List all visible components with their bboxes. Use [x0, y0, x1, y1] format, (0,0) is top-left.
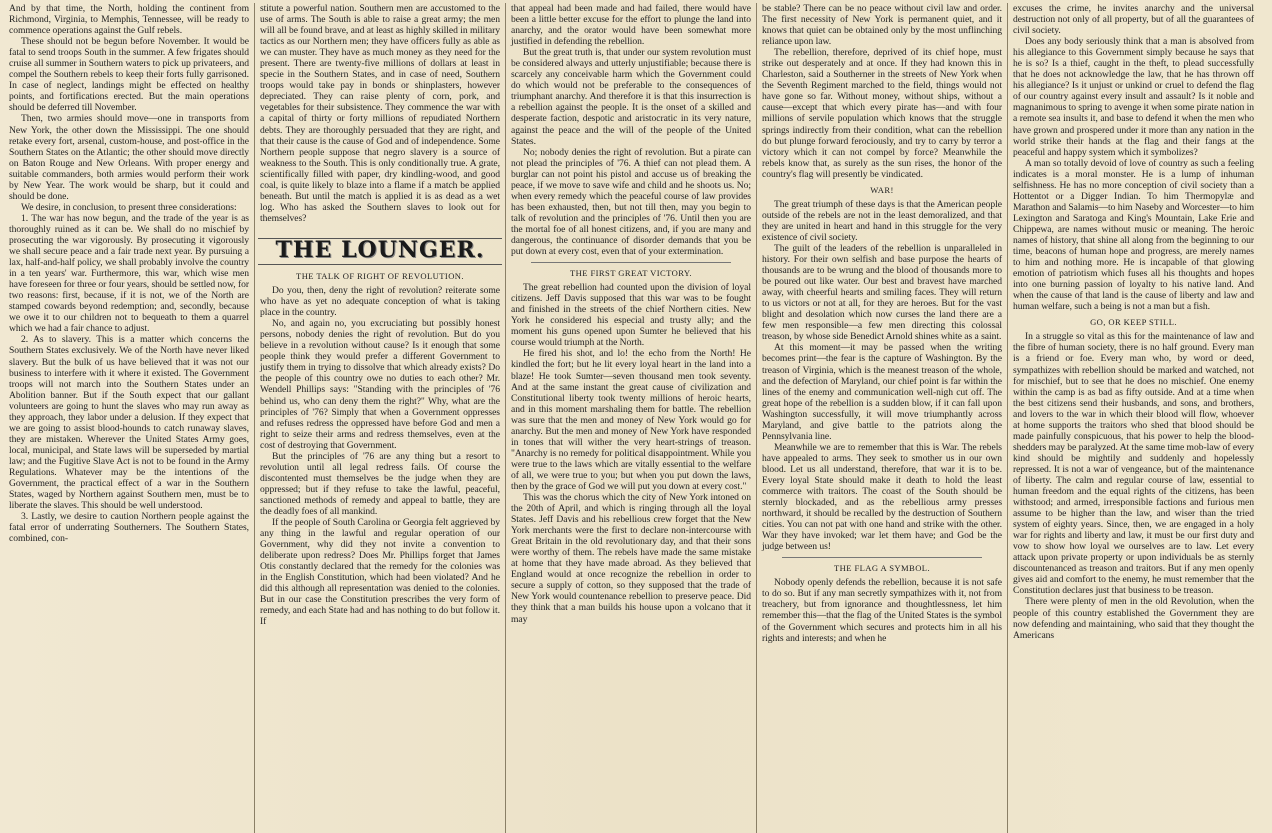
paragraph: that appeal had been made and had failed, there would have been a little better excuse for the effort to plunge the land into anarchy, and the orator would have been somewhat more justified in defending the rebellion. [511, 3, 751, 48]
paragraph: This was the chorus which the city of New York intoned on the 20th of April, and which is ringing through all the loyal States. Jeff Davis and his rebellious crew forget that the New York merchants were the first to declare non-intercourse with Great Britain in the old revolutionary day, and that their sons were worthy of them. The rebels have made the same mistake at home that they have made abroad. As they believed that England would at once recognize the rebellion in order to secure a supply of cotton, so they supposed that the trade of New York would countenance rebellion to preserve peace. Did they think that a man builds his house upon a volcano that it may [511, 492, 751, 625]
lounger-masthead [258, 238, 502, 265]
paragraph: But the great truth is, that under our system revolution must be considered always and utterly unjustifiable; because there is scarcely any conceivable harm which the Government could do which would not be preferable to the consequences of triumphant anarchy. And therefore it is that this insurrection is a rebellion against the people. It is the onset of a skilled and desperate faction, despotic and aristocratic in its very nature, against the peace and the will of the people of the United States. [511, 47, 751, 147]
paragraph: Nobody openly defends the rebellion, because it is not safe to do so. But if any man secretly sympathizes with it, not from treachery, but from ignorance and thoughtlessness, let him remember this—that the flag of the United States is the symbol of the Government which secures and protects him in all his rights and interests; and when he [762, 577, 1002, 644]
divider [531, 262, 731, 263]
paragraph: No; nobody denies the right of revolution. But a pirate can not plead the principles of '76. A thief can not plead them. A burglar can not point his pistol and accuse us of breaking the peace, if we move to save wife and child and he shoots us. No; when every remedy which the peaceful course of law provides has been exhausted, then, but not till then, may you begin to talk of revolution and the principles of '76. Until then you are the mortal foe of all honest citizens, and, if you are many and dangerous, the continuance of disorder demands that you be put down at every cost, even that of your extermination. [511, 146, 751, 258]
article-heading: THE TALK OF RIGHT OF REVOLUTION. [296, 270, 464, 281]
paragraph: excuses the crime, he invites anarchy and the universal destruction not only of all property, but of all the guarantees of civil society. [1013, 3, 1254, 37]
column-5 [1008, 3, 1259, 833]
paragraph: The rebellion, therefore, deprived of its chief hope, must strike out desperately and at once. If they had known this in Charleston, said a Southerner in the streets of New York when the Seventh Regiment marched to the field, things would not have gone so far. Without money, without ships, without a cause—except that which every pirate has—and with four millions of servile population which knows that the struggle springs indirectly from their condition, what can the rebellion do but plunge forward ferociously, and try to carry by terror a victory which it can not compel by force? Meanwhile the rebels know that, as surely as the sun rises, the honor of the country's flag will presently be vindicated. [762, 47, 1002, 180]
paragraph: be stable? There can be no peace without civil law and order. The first necessity of New York is permanent quiet, and it knows that quiet can be obtained only by the most unflinching reliance upon law. [762, 3, 1002, 48]
paragraph: But the principles of '76 are any thing but a resort to revolution until all legal redress fails. Of course the discontented must themselves be the judge when they are oppressed; but if they refuse to take the lawful, peaceful, sanctioned methods of remedy and appeal to battle, they are the deadly foes of all mankind. [260, 450, 500, 517]
masthead-title: THE LOUNGER. [275, 236, 485, 263]
paragraph: stitute a powerful nation. Southern men are accustomed to the use of arms. The South is able to raise a great army; the men will all be found brave, and at least as highly skilled in military tactics as our Northern men; they have officers fully as able as we can muster. They have as much money as they need for the present. There are twenty-five millions of dollars at least in specie in the Southern States, and in case of need, Southern troops would take pay in bonds or shinplasters, however depreciated. They can raise plenty of corn, pork, and vegetables for their subsistence. They commence the war with a capital of thirty or forty millions of repudiated Northern debts. They are thoroughly persuaded that they are right, and that their cause is the cause of God and of independence. Some Northern people suppose that negro slavery is a source of weakness to the South. This is only conditionally true. A grate, scientifically filled with paper, dry kindling-wood, and good coal, is quite likely to blaze into a flame if a match be applied beneath. But until the match is applied it is as dead as a wet log. Who has asked the Southern slaves to look out for themselves? [260, 3, 500, 224]
paragraph: If the people of South Carolina or Georgia felt aggrieved by any thing in the lawful and regular operation of our Government, why did they not invite a convention to deliberate upon redress? Does Mr. Phillips forget that James Otis constantly declared that the remedy for the colonies was in the English Constitution, which had been violated? And he did this although all representation was denied to the colonies. But in our case the Constitution prescribes the very form of remedy, and each State had and has nothing to do but follow it. If [260, 517, 500, 628]
paragraph: The great rebellion had counted upon the division of loyal citizens. Jeff Davis supposed that this war was to be fought and finished in the streets of the chief Northern cities. New York he considered his especial and trusty ally; and the moment his guns opened upon Sumter he believed that his course would triumph at the North. [511, 282, 751, 349]
column-4 [757, 3, 1008, 833]
column-1 [4, 3, 255, 833]
paragraph: He fired his shot, and lo! the echo from the North! He kindled the fort; but he lit every loyal heart in the land into a blaze! He took Sumter—seven thousand men took seventy. And at the same instant the great cause of civilization and Constitutional liberty took twenty millions of heroic hearts, and in this moment marshaling them for battle. The rebellion was sure that the men and money of New York would go for anarchy. But the men and money of New York have responded in tones that will wither the very heart-strings of treason. "Anarchy is no remedy for political disappointment. While you were true to the laws which are vitally essential to the welfare of all, we were true to you; but when you put down the laws, then by the grace of God we will put you down at every cost." [511, 348, 751, 492]
column-3 [506, 3, 757, 833]
divider [782, 557, 982, 558]
article-heading: WAR! [870, 184, 894, 195]
paragraph: At this moment—it may be passed when the writing becomes print—the fear is the capture of Washington. By the treason of Virginia, which is the meanest treason of the whole, and the defection of Maryland, our chief point is far within the lines of the enemy and communication well-nigh cut off. The great hope of the rebellion is a sudden blow, if it can fall upon Washington successfully, it will move triumphantly across Maryland, and give battle to the patriots along the Pennsylvania line. [762, 342, 1002, 442]
paragraph: In a struggle so vital as this for the maintenance of law and the fibre of human society, there is no half ground. Every man is a friend or foe. Every man who, by word or deed, sympathizes with rebellion should be marked and watched, not for mischief, but to see that he does no mischief. One enemy within the camp is as bad as fifty outside. And at a time when the best citizens send their husbands, and sons, and brothers, and lovers to the war in which their blood will flow, whoever at home supports the traitors who shed that blood should be made painfully conspicuous, that his power to help the blood-shedders may be paralyzed. At the same time mob-law of every kind should be mightily and suddenly and hopelessly repressed. It is not a war of vengeance, but of the maintenance of liberty. The calm and regular course of law, essential to human freedom and the equal rights of the citizens, has been withstood; and armed, irresponsible factions and furious men assume to be higher than the law, and wiser than the tried system of eighty years. Since, then, we are engaged in a holy war for rights and liberty and law, it must be our first duty and vow to show how loyal we ourselves are to law. Let every attack upon private property or upon individuals be as sternly discountenanced as treason and traitors. But if any men openly gives aid and comfort to the enemy, he must remember that the Constitution declares just that business to be treason. [1013, 331, 1254, 597]
paragraph: A man so totally devoid of love of country as such a feeling indicates is a moral monster. He is a lump of inhuman selfishness. He has no more conception of civil society than a Hottentot or a Digger Indian. To him Thermopylæ and Marathon and Salamis—to him Naseby and Worcester—to him Lexington and Saratoga and King's Mountain, Lake Erie and Chippewa, are names without music or meaning. The heroic names of history, that shine all along from the beginning to our time, beacons of human hope and progress, are merely names to him and nothing more. He is incapable of that glowing emotion of patriotism which fuses all his thoughts and hopes into one burning passion of loyalty to his native land. And when the cause of that land is the cause of liberty and law and human welfare, such a being is not a man but a fish. [1013, 157, 1254, 313]
article-heading: THE FIRST GREAT VICTORY. [570, 268, 692, 279]
article-heading: GO, OR KEEP STILL. [1090, 317, 1177, 328]
paragraph: And by that time, the North, holding the continent from Richmond, Virginia, to Memphis, Tennessee, will be ready to commence operations against the Gulf rebels. [9, 3, 249, 37]
paragraph: Meanwhile we are to remember that this is War. The rebels have appealed to arms. They seek to smother us in our own blood. Let us all understand, therefore, that war it is to be. Every loyal State should make it death to hold the least commerce with traitors. The coast of the South should be sternly blockaded, and as the rebellious army presses northward, it should be recalled by the destruction of Southern cities. You can not pat with one hand and strike with the other. War they have invoked; war let them have; and God be the judge between us! [762, 441, 1002, 553]
paragraph: The guilt of the leaders of the rebellion is unparalleled in history. For their own selfish and base purpose the hearts of thousands are to be wrung and the blood of thousands more to be poured out like water. Our best and bravest have marched away, with cheerful hearts and smiling faces. They will return to us victors or not at all, for they are heroes. But for the vast blight and desolation which now curses the land there are a few men responsible—a few men directing this colossal treason, by whose side Benedict Arnold shines white as a saint. [762, 242, 1002, 343]
paragraph: The great triumph of these days is that the American people outside of the rebels are not in the least demoralized, and that they are united in heart and hand in this struggle for the very existence of civil society. [762, 198, 1002, 243]
paragraph: Does any body seriously think that a man is absolved from his allegiance to this Government simply because he says that he is so? Is a thief, caught in the theft, to plead successfully that he does not acknowledge the law, that he has thrown off his allegiance? Is it unjust or unkind or cruel to defend the flag of our country against every insult and assault? Is it noble and magnanimous to spring to avenge it when some pirate nation in a remote sea insults it, and base to defend it when the men who have grown and prospered under it more than any nation in the world strike their hands at the flag and their fangs at the peaceful and happy system which it symbolizes? [1013, 36, 1254, 158]
paragraph: Do you, then, deny the right of revolution? reiterate some who have as yet no adequate conception of what is taking place in the country. [260, 285, 500, 319]
paragraph: We desire, in conclusion, to present three considerations: [21, 201, 237, 213]
paragraph: There were plenty of men in the old Revolution, when the people of this country established the Government they are now defending and maintaining, who said that they thought the Americans [1013, 596, 1254, 641]
column-2 [255, 3, 506, 833]
article-heading: THE FLAG A SYMBOL. [833, 563, 930, 574]
paragraph: 2. As to slavery. This is a matter which concerns the Southern States exclusively. We of the North have never liked slavery. But the bulk of us have believed that it was not our business to interfere with it where it existed. The Government troops will not march into the Southern States under an Abolition banner. But if the South expect that our gallant volunteers are going to hunt the slaves who may run away as they approach, they labor under a delusion. If they expect that we are going to assist blood-hounds to catch runaway slaves, they are mistaken. Wherever the United States Army goes, local, municipal, and State laws will be superseded by martial law; and the Fugitive Slave Act is not to be found in the Army Regulations. Whatever may be the intentions of the Government, the practical effect of a war in the Southern States, waged by Northern against Southern men, must be to liberate the slaves. This should be well understood. [9, 334, 249, 512]
paragraph: These should not be begun before November. It would be fatal to send troops South in the summer. A few frigates should cruise all summer in Southern waters to pick up privateers, and compel the Southern rebels to keep their forts fully garrisoned. In case of neglect, landings might be effected on healthy points, and fortifications erected. But the main operations should be deferred till November. [9, 36, 249, 114]
paragraph: Then, two armies should move—one in transports from New York, the other down the Mississippi. The one should retake every fort, arsenal, custom-house, and post-office in the Southern States on the Atlantic; the other should move directly on Baton Rouge and New Orleans. With proper energy and suitable commanders, both armies would perform their work by New Year. The work would be sharp, but it could and should be done. [9, 113, 249, 202]
paragraph: 1. The war has now begun, and the trade of the year is as thoroughly ruined as it can be. We shall do no mischief by prosecuting the war vigorously. By prosecuting it vigorously we shall secure peace and a fair trade next year. By pursuing a lax, half-and-half policy, we shall probably involve the country in a ten years' war. Furthermore, this war, which wise men have foreseen for three or four years, should be settled now, for two reasons: first, because, if it is not, we of the North are stamped cowards beyond redemption; and, secondly, because we owe it to our children not to bequeath to them a quarrel which we had a fair chance to adjust. [9, 212, 249, 335]
paragraph: 3. Lastly, we desire to caution Northern people against the fatal error of underrating Southerners. The Southern States, combined, con- [9, 511, 249, 545]
paragraph: No, and again no, you excruciating but possibly honest persons, nobody denies the right of revolution. But do you believe in a revolution without cause? Is it enough that some people think they would prefer a different Government to justify them in trying to dissolve that which already exists? Do the people of this country owe no duties to each other? Mr. Wendell Phillips says: "Standing with the principles of '76 behind us, who can deny them the right?" Why, what are the principles of '76? Simply that when a Government oppresses and refuses redress the oppressed have before God and men a right to seize their arms and redress themselves, even at the cost of destroying that Government. [260, 318, 500, 451]
